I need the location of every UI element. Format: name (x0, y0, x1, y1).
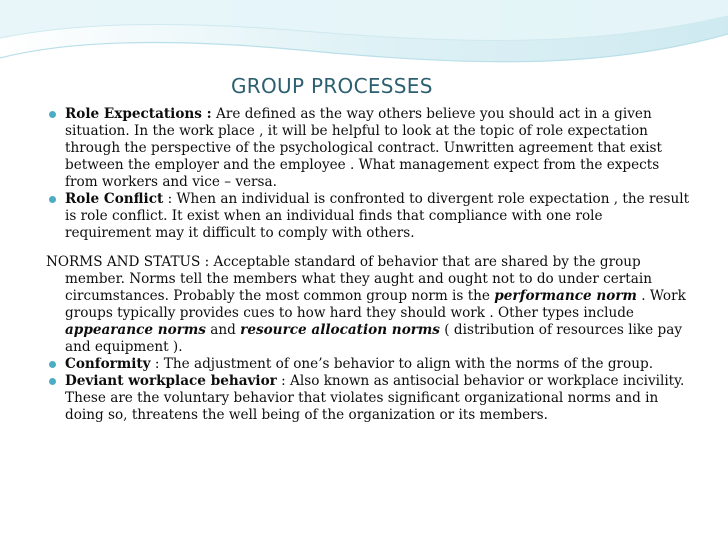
term-norms-and-status: NORMS AND STATUS (46, 254, 201, 270)
text-conformity: : The adjustment of one’s behavior to align with the norms of the group. (150, 356, 654, 372)
slide-title: GROUP PROCESSES (231, 74, 433, 98)
text-norms-4: ( distribution of resources like pay and equipment ). (65, 322, 683, 355)
term-role-conflict: Role Conflict (65, 191, 164, 207)
text-role-expectations: Are defined as the way others believe you should act in a given situation. In the work place , it will be helpful to look at the topic of role expectation through the perspective of the psychological contract. Unwritten agreement that exist between the employer and the employee . What management expect from the expects from workers and vice – versa. (65, 106, 662, 190)
text-deviant-workplace-behavior: : Also known as antisocial behavior or workplace incivility. These are the voluntary behavior that violates significant organizational norms and in doing so, threatens the well being of the organization or its members. (65, 373, 685, 423)
text-norms-2: . Work groups typically provides cues to how hard they should work . Other types include (65, 288, 686, 321)
slide-body (0, 106, 728, 424)
bullet-deviant-workplace-behavior (0, 373, 728, 424)
bullet-role-conflict (0, 191, 728, 242)
term-role-expectations: Role Expectations : (65, 106, 212, 122)
paragraph-norms-and-status (0, 254, 728, 356)
text-norms-3: and (205, 322, 241, 338)
bullet-role-expectations (0, 106, 728, 191)
em-resource-allocation-norms: resource allocation norms (240, 322, 440, 338)
em-performance-norm: performance norm (494, 288, 637, 304)
text-role-conflict: : When an individual is confronted to divergent role expectation , the result is role conflict. It exist when an individual finds that compliance with one role requirement may it difficult to comply with others. (65, 191, 690, 241)
term-conformity: Conformity (65, 356, 151, 372)
em-appearance-norms: appearance norms (65, 322, 206, 338)
text-norms-1: : Acceptable standard of behavior that are shared by the group member. Norms tell the members what they aught and ought not to do under certain circumstances. Probably the most common group norm is the (65, 254, 652, 304)
bullet-conformity (0, 356, 728, 373)
term-deviant-workplace-behavior: Deviant workplace behavior (65, 373, 277, 389)
